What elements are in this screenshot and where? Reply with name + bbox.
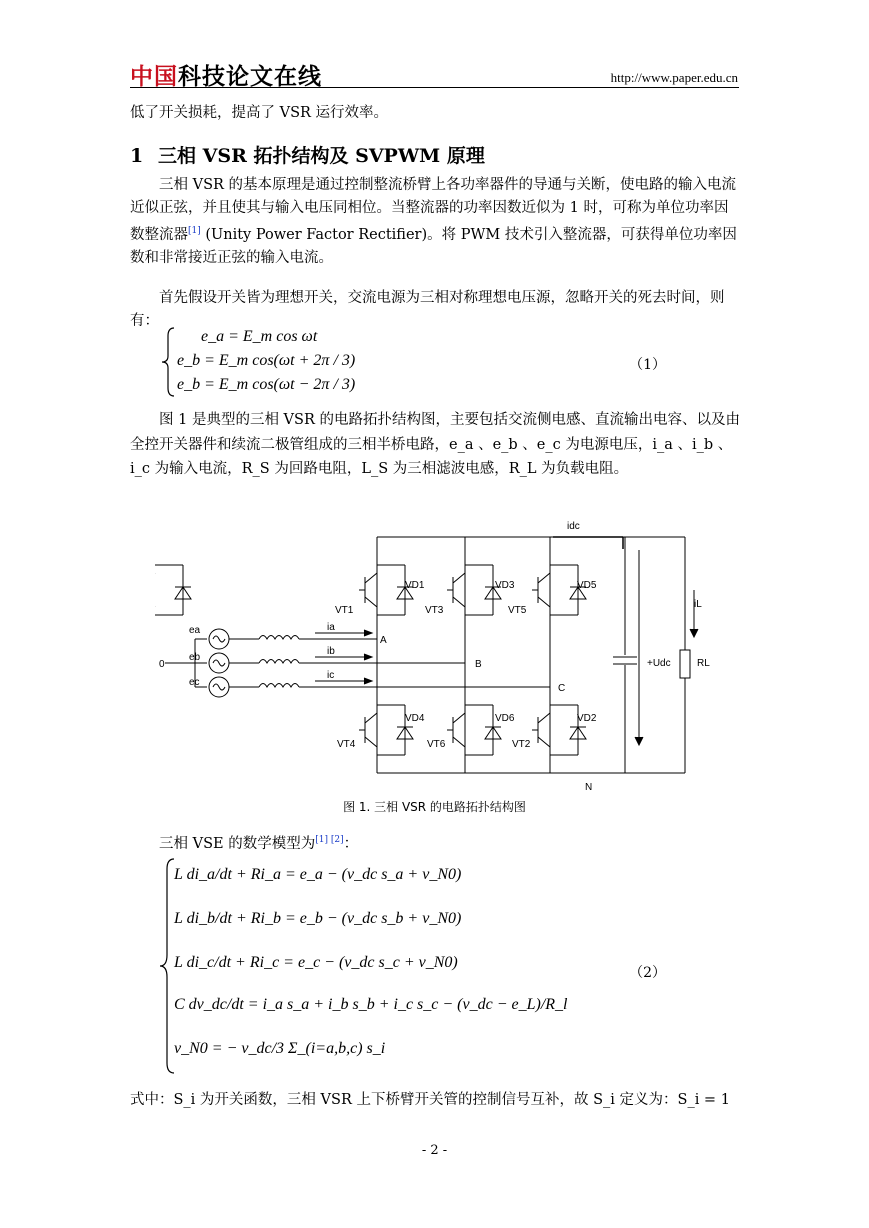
- eq2-line-3: L di_c/dt + Ri_c = e_c − (v_dc s_c + v_N0): [174, 954, 458, 971]
- label-vd1: VD1: [405, 580, 425, 591]
- label-vt2: VT2: [512, 739, 531, 750]
- label-zero: 0: [159, 659, 165, 670]
- inductor-b: [259, 660, 299, 664]
- citation-1-2[interactable]: [1] [2]: [315, 835, 344, 845]
- para1-text-a: 三相 VSR 的基本原理是通过控制整流桥臂上各功率器件的导通与关断，使电路的输入电流近似正弦，并且使其与输入电压同相位。当整流器的功率因数近似为 1 时，可称为单位功率因数整流器: [130, 177, 737, 243]
- paragraph-1: [130, 174, 740, 270]
- paragraph-4: [130, 829, 740, 856]
- label-vt4: VT4: [337, 739, 356, 750]
- label-vd3: VD3: [495, 580, 515, 591]
- label-vt1: VT1: [335, 605, 354, 616]
- circuit-diagram: [155, 515, 715, 795]
- load-resistor: [680, 650, 690, 678]
- paragraph-3: 图 1 是典型的三相 VSR 的电路拓扑结构图，主要包括交流侧电感、直流输出电容、以及由全控开关器件和续流二极管组成的三相半桥电路，e_a 、e_b 、e_c 为电源电压，i_a 、i_b 、i_c 为输入电流，R_S 为回路电阻，L_S 为三相滤波电感，R_L 为负载电阻。: [130, 412, 740, 477]
- eq1-number: （1）: [629, 357, 666, 373]
- intro-tail: 低了开关损耗，提高了 VSR 运行效率。: [130, 105, 389, 121]
- label-vd5: VD5: [577, 580, 597, 591]
- label-node-a: A: [380, 635, 387, 646]
- label-node-c: C: [558, 683, 566, 694]
- label-node-b: B: [475, 659, 482, 670]
- label-ia: ia: [327, 622, 335, 633]
- label-vd2: VD2: [577, 713, 597, 724]
- page-number: - 2 -: [421, 1143, 448, 1158]
- eq2-line-1: L di_a/dt + Ri_a = e_a − (v_dc s_a + v_N0): [174, 866, 462, 883]
- eq1-line-3: e_b = E_m cos(ωt − 2π / 3): [177, 376, 356, 393]
- paragraph-2: 首先假设开关皆为理想开关，交流电源为三相对称理想电压源，忽略开关的死去时间，则有：: [130, 290, 725, 329]
- label-il: iL: [694, 599, 702, 610]
- header-url[interactable]: http://www.paper.edu.cn: [610, 70, 738, 85]
- inductor-c: [259, 684, 299, 688]
- label-eb: eb: [189, 652, 201, 663]
- label-rl: RL: [697, 658, 710, 669]
- label-udc: +Udc: [647, 658, 671, 669]
- label-vd4: VD4: [405, 713, 425, 724]
- section-title: 三相 VSR 拓扑结构及 SVPWM 原理: [158, 145, 485, 167]
- eq2-line-2: L di_b/dt + Ri_b = e_b − (v_dc s_b + v_N0): [174, 910, 462, 927]
- paragraph-5: 式中：S_i 为开关函数，三相 VSR 上下桥臂开关管的控制信号互补，故 S_i 定义为：S_i = 1: [130, 1092, 730, 1108]
- eq2-number: （2）: [629, 965, 666, 981]
- header-rule: [130, 87, 739, 88]
- citation-1[interactable]: [1]: [188, 226, 201, 236]
- logo-red-text: 中国: [130, 64, 178, 90]
- label-idc: idc: [567, 521, 580, 532]
- label-vt6: VT6: [427, 739, 446, 750]
- eq1-line-2: e_b = E_m cos(ωt + 2π / 3): [177, 352, 356, 369]
- para4-text: 三相 VSE 的数学模型为: [159, 835, 316, 852]
- label-ib: ib: [327, 646, 335, 657]
- logo-black-text: 科技论文在线: [178, 64, 322, 90]
- eq2-line-4: C dv_dc/dt = i_a s_a + i_b s_b + i_c s_c − (v_dc − e_L)/R_l: [174, 996, 568, 1013]
- label-vt5: VT5: [508, 605, 527, 616]
- label-ec: ec: [189, 677, 200, 688]
- label-ea: ea: [189, 625, 201, 636]
- label-vd6: VD6: [495, 713, 515, 724]
- eq2-line-5: v_N0 = − v_dc/3 Σ_(i=a,b,c) s_i: [174, 1040, 386, 1057]
- label-node-n: N: [585, 782, 593, 793]
- para1-text-b: (Unity Power Factor Rectifier)。将 PWM 技术引入整流器，可获得单位功率因数和非常接近正弦的输入电流。: [130, 226, 737, 266]
- eq1-line-1: e_a = E_m cos ωt: [201, 328, 318, 345]
- section-number: 1: [130, 145, 144, 167]
- inductor-a: [259, 636, 299, 640]
- label-ic: ic: [327, 670, 335, 681]
- section-heading: [130, 141, 485, 168]
- label-vt3: VT3: [425, 605, 444, 616]
- figure-caption: 图 1. 三相 VSR 的电路拓扑结构图: [343, 800, 526, 814]
- para4-tail: ：: [343, 835, 359, 852]
